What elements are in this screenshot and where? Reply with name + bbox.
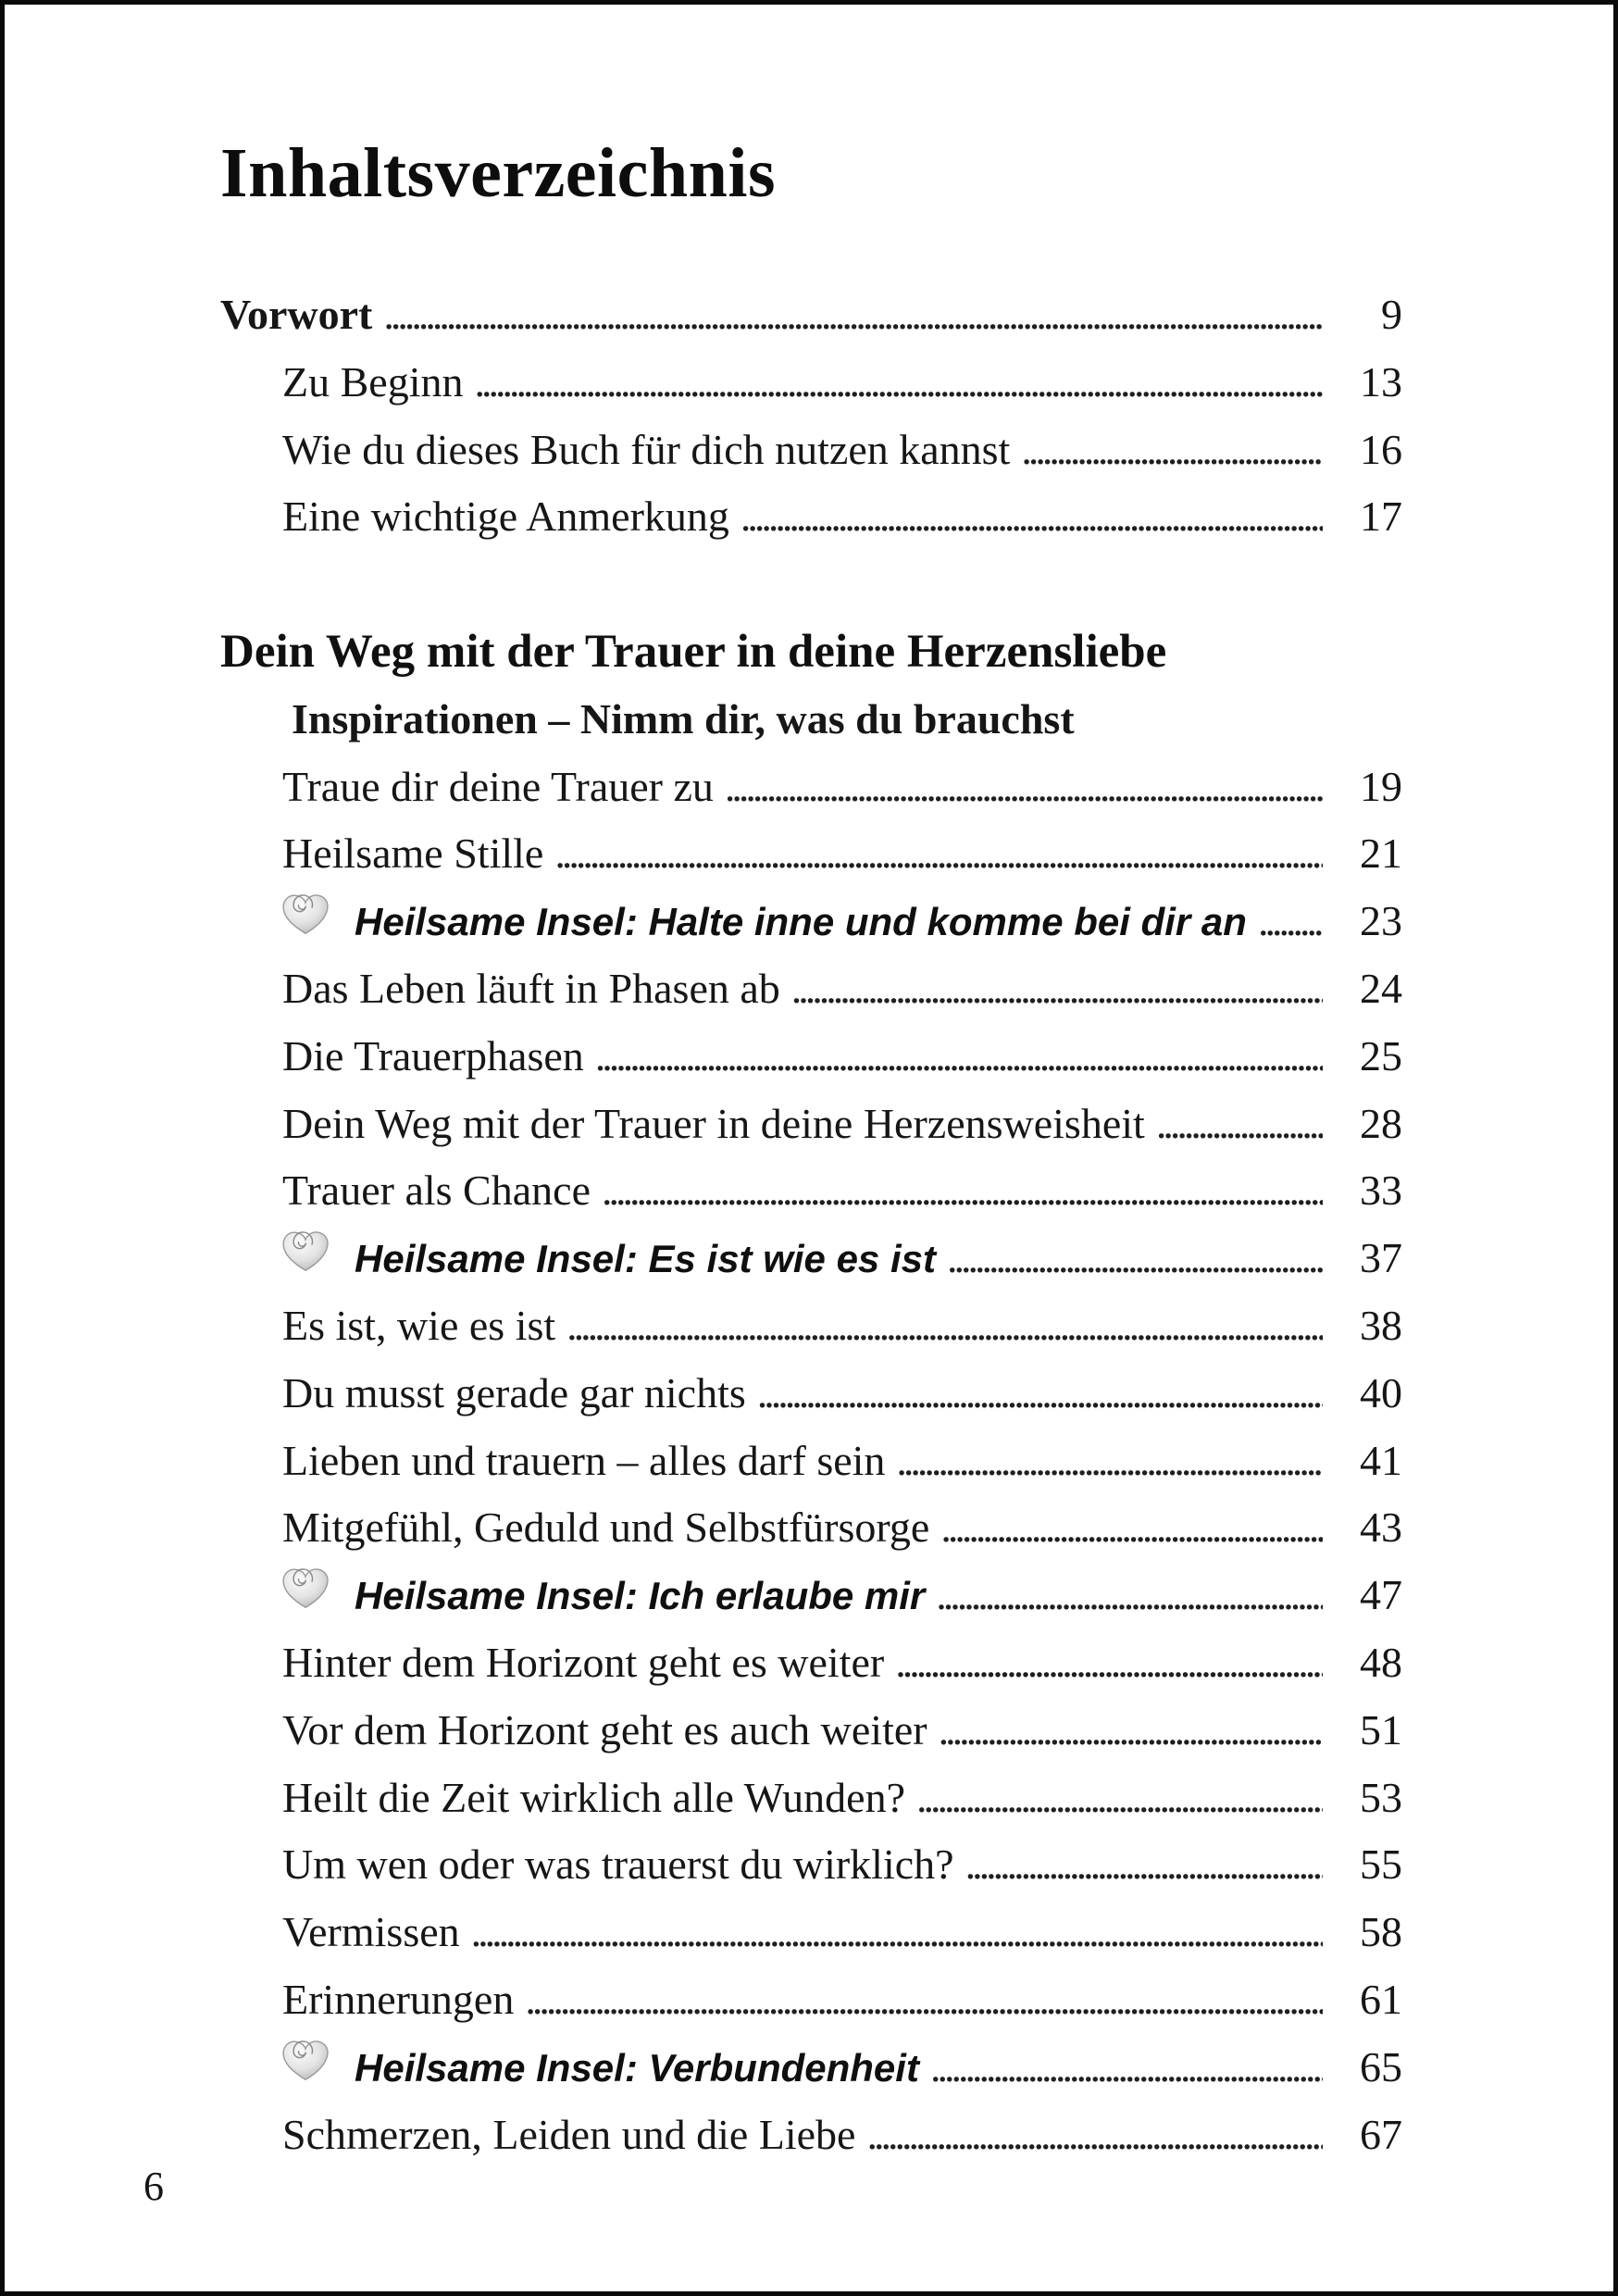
toc-row (220, 1494, 1402, 1562)
toc-entry-page-number: 13 (1360, 357, 1402, 406)
toc-entry-page-number: 28 (1360, 1099, 1402, 1147)
toc-list (220, 281, 1402, 2168)
toc-row (220, 1360, 1402, 1428)
toc-row (220, 888, 1402, 955)
toc-entry-label: Es ist, wie es ist (282, 1301, 556, 1349)
dot-leader (940, 1494, 1323, 1572)
toc-entry-page-number: 58 (1360, 1908, 1402, 1956)
toc-row (220, 2102, 1402, 2169)
toc-entry-label: Heilsame Insel: Es ist wie es ist (355, 1237, 936, 1281)
toc-entry-page-number: 48 (1360, 1638, 1402, 1686)
toc-entry-label: Schmerzen, Leiden und die Liebe (282, 2110, 856, 2158)
dot-leader (930, 2034, 1323, 2112)
toc-entry-label: Zu Beginn (282, 357, 464, 406)
page-title: Inhaltsverzeichnis (220, 134, 777, 212)
dot-leader (1021, 417, 1323, 494)
toc-entry-label: Heilt die Zeit wirklich alle Wunden? (282, 1773, 906, 1821)
toc-row (220, 1157, 1402, 1225)
toc-row (220, 349, 1402, 417)
dot-leader (866, 2102, 1323, 2179)
toc-entry-label: Vor dem Horizont geht es auch weiter (282, 1705, 927, 1753)
toc-entry-page-number: 53 (1360, 1773, 1402, 1821)
toc-entry-page-number: 23 (1360, 897, 1402, 945)
dot-leader (916, 1765, 1323, 1842)
toc-row (220, 820, 1402, 888)
toc-entry-page-number: 61 (1360, 1975, 1402, 2023)
toc-entry-label: Du musst gerade gar nichts (282, 1368, 746, 1416)
dot-leader (725, 754, 1323, 831)
toc-row (220, 1629, 1402, 1697)
toc-entry-label: Die Trauerphasen (282, 1031, 584, 1079)
toc-entry-page-number: 16 (1360, 425, 1402, 473)
toc-entry-page-number: 47 (1360, 1571, 1402, 1619)
toc-row (220, 1091, 1402, 1158)
toc-entry-page-number: 21 (1360, 830, 1402, 878)
dot-leader (947, 1225, 1323, 1303)
toc-entry-page-number: 24 (1360, 964, 1402, 1012)
toc-entry-page-number: 9 (1381, 291, 1402, 338)
toc-entry-label: Mitgefühl, Geduld und Selbstfürsorge (282, 1504, 930, 1552)
dot-leader (602, 1157, 1323, 1235)
toc-entry-label: Dein Weg mit der Trauer in deine Herzensweisheit (282, 1099, 1145, 1147)
toc-entry-label: Traue dir deine Trauer zu (282, 762, 714, 810)
dot-leader (1258, 888, 1323, 966)
toc-entry-label: Heilsame Stille (282, 830, 544, 878)
toc-row (220, 1697, 1402, 1765)
toc-row (220, 1899, 1402, 1966)
toc-entry-label: Wie du dieses Buch für dich nutzen kannst (282, 425, 1011, 473)
dot-leader (1156, 1091, 1323, 1168)
toc-entry-label: Heilsame Insel: Verbundenheit (355, 2045, 919, 2090)
toc-row (220, 1966, 1402, 2034)
toc-entry-label: Vorwort (220, 291, 373, 338)
toc-entry-page-number: 51 (1360, 1705, 1402, 1753)
toc-entry-label: Um wen oder was trauerst du wirklich? (282, 1841, 954, 1889)
dot-leader (471, 1899, 1323, 1977)
dot-leader (554, 820, 1323, 898)
toc-entry-page-number: 25 (1360, 1031, 1402, 1079)
toc-entry-label: Hinter dem Horizont geht es weiter (282, 1638, 885, 1686)
spiral-shell-heart-icon (280, 892, 330, 935)
toc-entry-page-number: 17 (1360, 493, 1402, 541)
toc-row (220, 1023, 1402, 1091)
toc-entry-label: Erinnerungen (282, 1975, 515, 2023)
toc-entry-label: Lieben und trauern – alles darf sein (282, 1436, 886, 1484)
toc-row (220, 618, 1402, 686)
toc-entry-label: Inspirationen – Nimm dir, was du brauchst (292, 694, 1075, 742)
toc-row (220, 1765, 1402, 1832)
toc-row (220, 1225, 1402, 1292)
toc-entry-page-number: 43 (1360, 1504, 1402, 1552)
toc-entry-label: Eine wichtige Anmerkung (282, 493, 729, 541)
dot-leader (895, 1629, 1323, 1707)
toc-row (220, 417, 1402, 484)
spiral-shell-heart-icon (280, 1229, 330, 1272)
dot-leader (383, 281, 1323, 359)
folio-page-number: 6 (143, 2164, 164, 2209)
toc-entry-page-number: 41 (1360, 1436, 1402, 1484)
toc-entry-page-number: 40 (1360, 1368, 1402, 1416)
toc-row (220, 483, 1402, 551)
toc-row (220, 686, 1402, 754)
spiral-shell-heart-icon (280, 2039, 330, 2081)
dot-leader (939, 1697, 1323, 1775)
dot-leader (474, 349, 1323, 427)
toc-entry-label: Vermissen (282, 1908, 460, 1956)
dot-leader (741, 483, 1323, 561)
spiral-shell-heart-icon (280, 1566, 330, 1609)
dot-leader (936, 1562, 1323, 1640)
dot-leader (791, 955, 1323, 1033)
dot-leader (896, 1428, 1323, 1505)
toc-entry-page-number: 38 (1360, 1301, 1402, 1349)
dot-leader (965, 1831, 1323, 1909)
toc-entry-label: Heilsame Insel: Ich erlaube mir (355, 1574, 926, 1618)
toc-entry-page-number: 37 (1360, 1234, 1402, 1282)
toc-entry-label: Das Leben läuft in Phasen ab (282, 964, 780, 1012)
toc-row (220, 1562, 1402, 1629)
toc-entry-page-number: 65 (1360, 2042, 1402, 2090)
toc-entry-label: Dein Weg mit der Trauer in deine Herzensliebe (220, 625, 1167, 678)
dot-leader (595, 1023, 1323, 1101)
toc-entry-label: Trauer als Chance (282, 1167, 591, 1215)
toc-row (220, 2034, 1402, 2102)
toc-row (220, 281, 1402, 349)
toc-entry-page-number: 33 (1360, 1167, 1402, 1215)
toc-entry-page-number: 67 (1360, 2110, 1402, 2158)
toc-entry-page-number: 19 (1360, 762, 1402, 810)
toc-row (220, 754, 1402, 821)
dot-leader (525, 1966, 1323, 2044)
toc-row (220, 1428, 1402, 1495)
toc-row (220, 955, 1402, 1023)
toc-row (220, 1292, 1402, 1360)
toc-entry-page-number: 55 (1360, 1841, 1402, 1889)
dot-leader (566, 1292, 1323, 1370)
dot-leader (757, 1360, 1323, 1438)
toc-entry-label: Heilsame Insel: Halte inne und komme bei dir an (355, 900, 1247, 944)
toc-row (220, 1831, 1402, 1899)
